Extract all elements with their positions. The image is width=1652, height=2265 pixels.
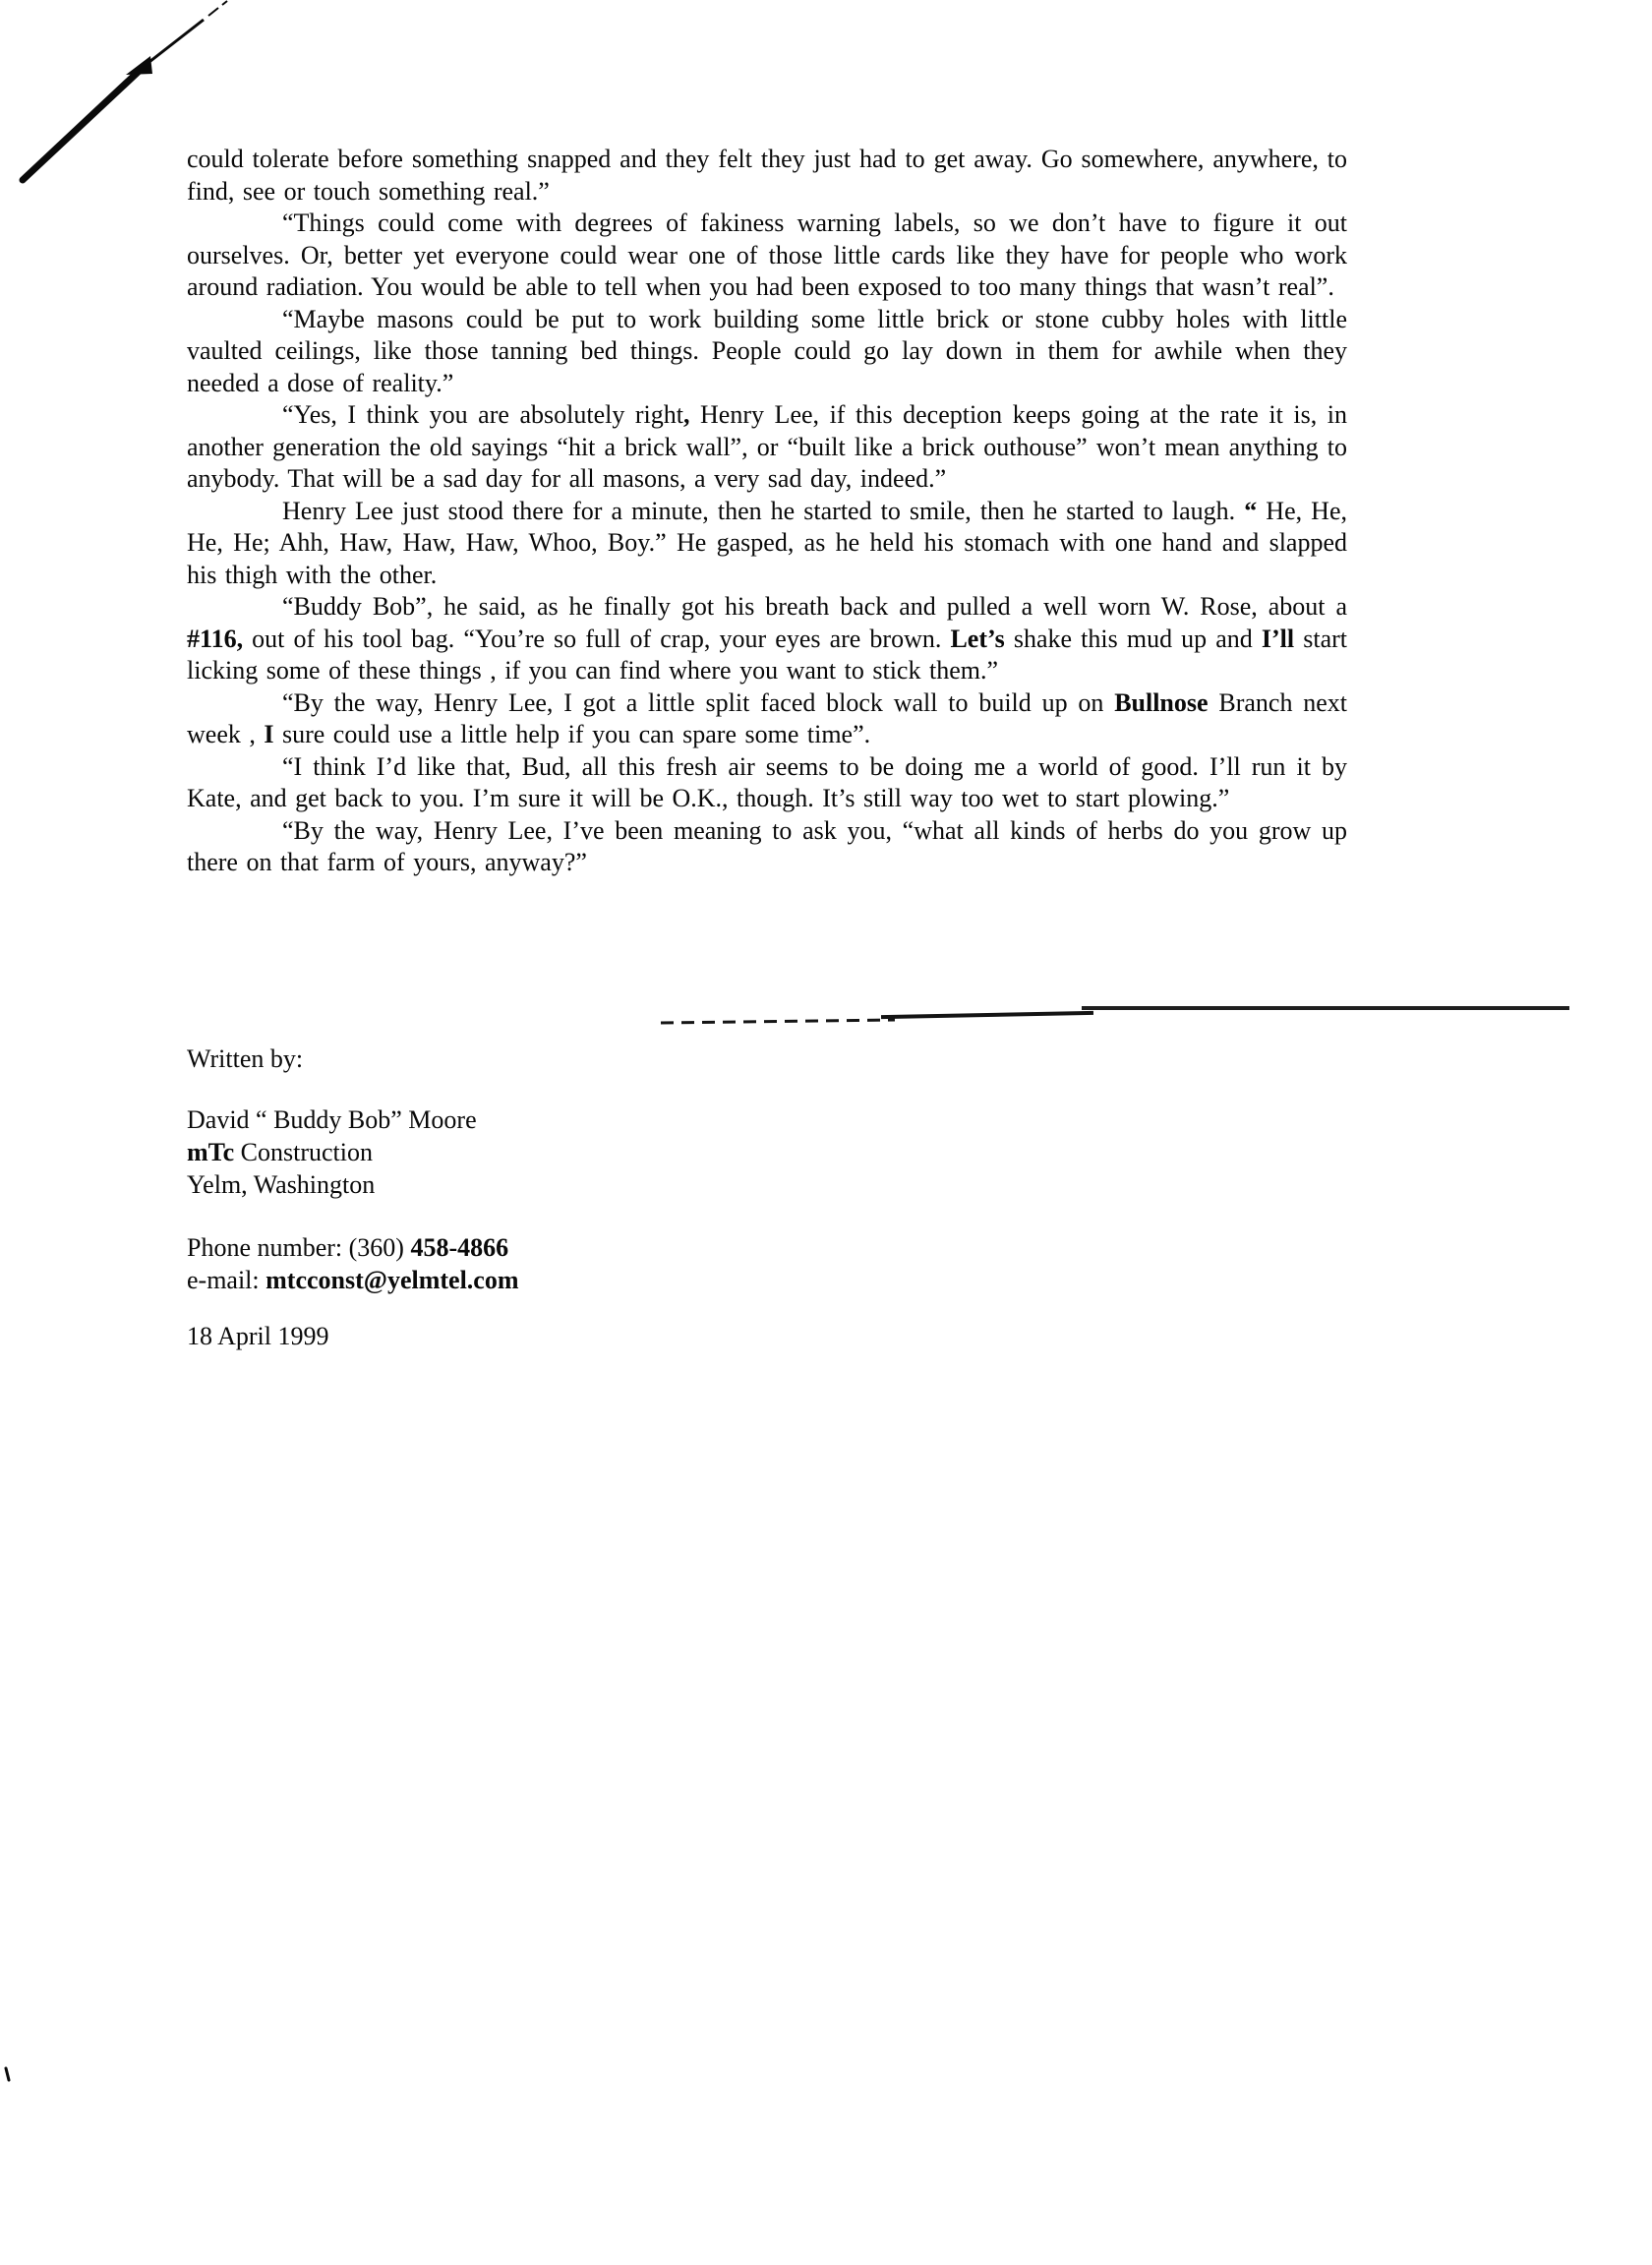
text-run: “By the way, Henry Lee, I’ve been meaning to ask you, “what all kinds of herbs do you grow up there on that farm of yours, anyway?”: [187, 815, 1347, 876]
signature-block: [187, 1043, 1072, 1352]
text-run: Henry Lee, if this deception keeps going at the rate it is, in another generation the old sayings “hit a brick wall”, or “built like a brick outhouse” won’t mean anything to anybody. That will be a sad day for all masons, a very sad day, indeed.”: [187, 400, 1347, 493]
text-run: “Yes, I think you are absolutely right: [282, 400, 683, 429]
paragraph: [187, 304, 1347, 400]
phone-number: [187, 1231, 1072, 1264]
location: Yelm, Washington: [187, 1170, 376, 1199]
text-run: shake this mud up and: [1004, 624, 1262, 653]
text-run: Construction: [234, 1138, 373, 1166]
text-run: Henry Lee just stood there for a minute, then he started to smile, then he started to laugh.: [282, 496, 1245, 525]
paragraph: [187, 591, 1347, 687]
text-run: “Maybe masons could be put to work building some little brick or stone cubby holes with little vaulted ceilings, like those tanning bed things. People could go lay down in them for awhile when they needed a dose of reality.”: [187, 304, 1347, 397]
bold-text-run: I’ll: [1261, 624, 1295, 653]
text-run: out of his tool bag. “You’re so full of crap, your eyes are brown.: [243, 624, 951, 653]
written-by-label: Written by:: [187, 1044, 304, 1073]
text-run: start licking some of these things , if you can find where you want to stick them.”: [187, 624, 1347, 685]
scan-smudge-line-left: [661, 1019, 895, 1025]
date: 18 April 1999: [187, 1322, 329, 1350]
text-run: “Things could come with degrees of fakiness warning labels, so we don’t have to figure it out ourselves. Or, better yet everyone could wear one of those little cards like they have for people who work around radiation. You would be able to tell when you had been exposed to too many things that wasn’t real”.: [187, 209, 1347, 301]
text-run: He, He, He, He; Ahh, Haw, Haw, Haw, Whoo, Boy.” He gasped, as he held his stomach with one hand and slapped his thigh with the other.: [187, 496, 1347, 589]
bold-text-run: “: [1244, 496, 1258, 525]
email-address: [187, 1264, 1072, 1296]
paragraph: [187, 751, 1347, 815]
bold-text-run: Let’s: [950, 624, 1005, 653]
document-body: [187, 144, 1347, 879]
bold-text-run: 458-4866: [410, 1233, 509, 1262]
scan-tick-artifact: [0, 2060, 30, 2100]
author-name: David “ Buddy Bob” Moore: [187, 1105, 477, 1134]
paragraph: [187, 399, 1347, 496]
scan-rule-line: [1082, 1006, 1569, 1010]
paragraph: [187, 687, 1347, 751]
paragraph: [187, 208, 1347, 304]
text-run: could tolerate before something snapped and they felt they just had to get away. Go somewhere, anywhere, to find, see or touch something real.”: [187, 145, 1347, 206]
text-run: “Buddy Bob”, he said, as he finally got his breath back and pulled a well worn W. Rose, about a: [282, 592, 1347, 621]
bold-text-run: #116,: [187, 624, 244, 653]
text-run: Branch next week ,: [187, 687, 1348, 748]
bold-text-run: mtcconst@yelmtel.com: [266, 1266, 519, 1294]
bold-text-run: Bullnose: [1114, 687, 1209, 717]
paragraph: [187, 144, 1347, 208]
bold-text-run: I: [264, 720, 274, 748]
text-run: “I think I’d like that, Bud, all this fresh air seems to be doing me a world of good. I’ll run it by Kate, and get back to you. I’m sure it will be O.K., though. It’s still way too wet to start plowing.”: [187, 751, 1347, 812]
bold-text-run: mTc: [187, 1138, 235, 1166]
bold-text-run: ,: [682, 400, 690, 429]
company-name: [187, 1136, 1072, 1168]
text-run: sure could use a little help if you can spare some time”.: [273, 720, 871, 748]
text-run: e-mail:: [187, 1266, 266, 1294]
paragraph: [187, 496, 1347, 592]
paragraph: [187, 815, 1347, 879]
text-run: Phone number: (360): [187, 1233, 411, 1262]
scan-smudge-line-right: [881, 1011, 1093, 1019]
text-run: “By the way, Henry Lee, I got a little split faced block wall to build up on: [282, 687, 1115, 717]
